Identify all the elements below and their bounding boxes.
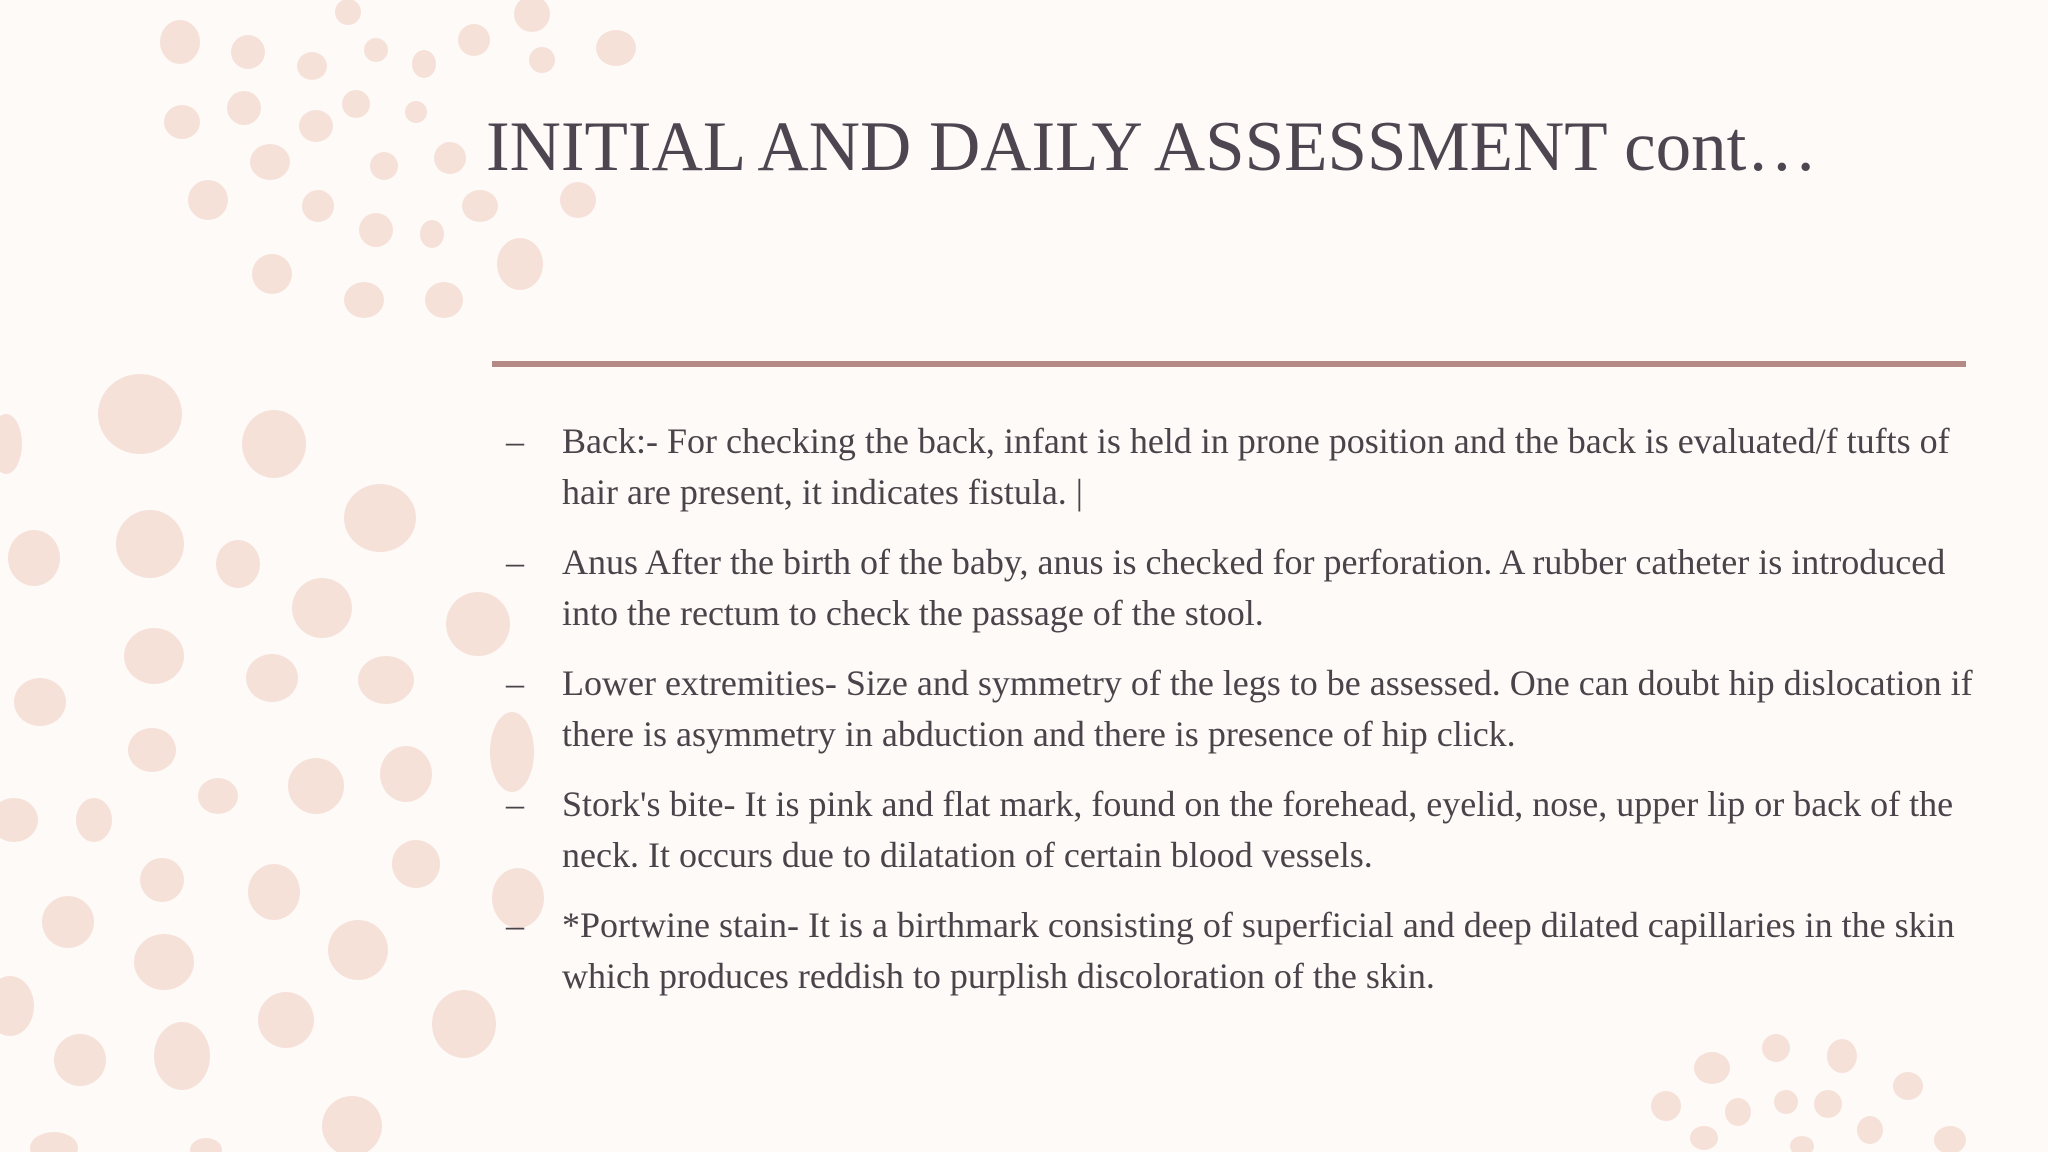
bullet-list [500,416,2010,1021]
bullet-text: *Portwine stain- It is a birthmark consisting of superficial and deep dilated capillaries in the skin which produces reddish to purplish discoloration of the skin. [562,905,1955,996]
title-divider [492,361,1966,367]
bullet-item-storks-bite [500,779,2010,881]
bullet-text: Lower extremities- Size and symmetry of the legs to be assessed. One can doubt hip dislocation if there is asymmetry in abduction and there is presence of hip click. [562,663,1973,754]
bullet-item-back [500,416,2010,518]
bullet-marker: – [506,663,524,703]
bullet-text: Stork's bite- It is pink and flat mark, found on the forehead, eyelid, nose, upper lip or back of the neck. It occurs due to dilatation of certain blood vessels. [562,784,1954,875]
bullet-marker: – [506,542,524,582]
bullet-marker: – [506,905,524,945]
bullet-text: Anus After the birth of the baby, anus is checked for perforation. A rubber catheter is introduced into the rectum to check the passage of the stool. [562,542,1946,633]
bullet-text: Back:- For checking the back, infant is held in prone position and the back is evaluated/f tufts of hair are present, it indicates fistula. | [562,421,1950,512]
slide-title: INITIAL AND DAILY ASSESSMENT cont… [486,108,1818,186]
bullet-marker: – [506,421,524,461]
bullet-item-lower-extremities [500,658,2010,760]
bullet-marker: – [506,784,524,824]
bullet-item-anus [500,537,2010,639]
bullet-item-portwine-stain [500,900,2010,1002]
